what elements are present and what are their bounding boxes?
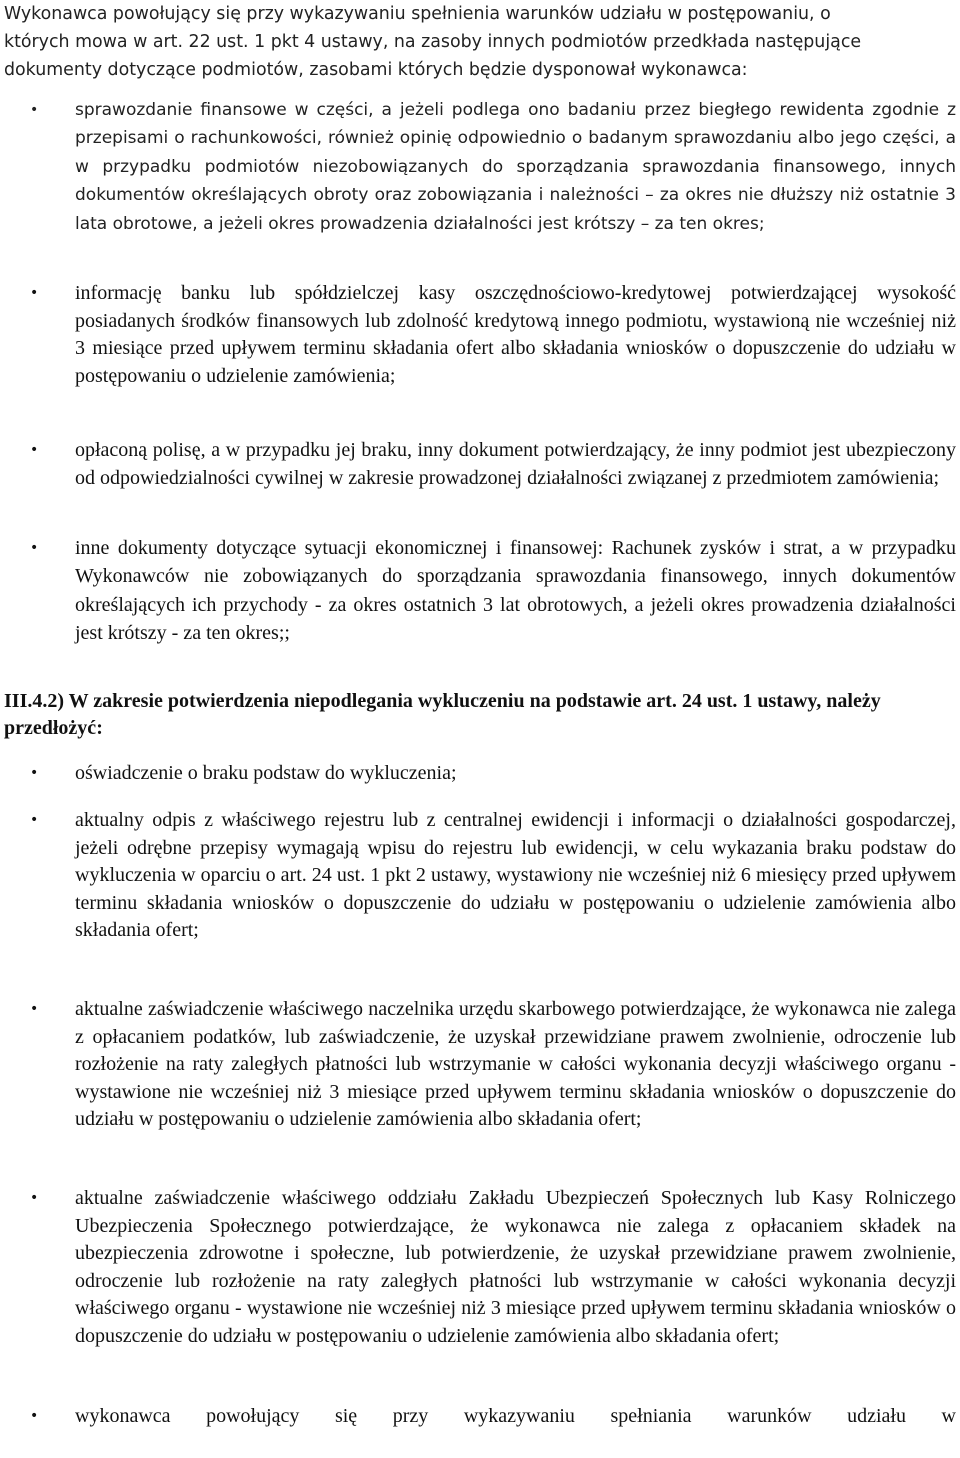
intro-paragraph [4, 0, 960, 84]
list-item-text: oświadczenie o braku podstaw do wykluczenia; [75, 762, 457, 784]
intro-line: Wykonawca powołujący się przy wykazywaniu spełnienia warunków udziału w postępowaniu, o [4, 4, 831, 24]
bullet-icon: • [30, 1001, 39, 1017]
list-item [4, 996, 960, 1161]
list-item [4, 436, 960, 520]
list-item-text: sprawozdanie finansowe w części, a jeżeli podlega ono badaniu przez biegłego rewidenta zgodnie z przepisami o rachunkowości, również opinię odpowiednio o badanym sprawozdaniu albo jego części, a w przypadku podmiotów niezobowiązanych do sporządzania sprawozdania finansowego, innych dokumentów określających obroty oraz zobowiązania i należności – za okres nie dłuższy niż ostatnie 3 lata obrotowe, a jeżeli okres prowadzenia działalności jest krótszy – za ten okres; [75, 100, 956, 234]
list-item [4, 1403, 960, 1431]
list-item-text: inne dokumenty dotyczące sytuacji ekonomicznej i finansowej: Rachunek zysków i strat, a w przypadku Wykonawców nie zobowiązanych do sporządzania sprawozdania finansowego, innych dokumentów określających ich przychody - za okres ostatnich 3 lat obrotowych, a jeżeli okres prowadzenia działalności jest krótszy - za ten okres;; [75, 537, 956, 645]
intro-line: których mowa w art. 22 ust. 1 pkt 4 ustawy, na zasoby innych podmiotów przedkłada następujące [4, 32, 862, 52]
exclusion-documents-list [4, 760, 960, 1431]
bullet-icon: • [30, 1408, 39, 1424]
list-item-text: wykonawca powołujący się przy wykazywaniu spełniania warunków udziału w [75, 1405, 956, 1427]
bullet-icon: • [30, 765, 39, 781]
list-item [4, 1185, 960, 1379]
intro-line: dokumenty dotyczące podmiotów, zasobami których będzie dysponował wykonawca: [4, 60, 748, 80]
list-item [4, 760, 960, 788]
section-heading: III.4.2) W zakresie potwierdzenia niepodlegania wykluczeniu na podstawie art. 24 ust. 1 ustawy, należy przedłożyć: [4, 690, 881, 739]
bullet-icon: • [30, 442, 39, 458]
list-item [4, 807, 960, 972]
bullet-icon: • [30, 285, 39, 301]
list-item-text: aktualne zaświadczenie właściwego oddziału Zakładu Ubezpieczeń Społecznych lub Kasy Rolniczego Ubezpieczenia Społecznego potwierdzające, że wykonawca nie zalega z opłacaniem składek na ubezpieczenia zdrowotne i społeczne, lub potwierdzenie, że uzyskał przewidziane prawem zwolnienie, odroczenie lub rozłożenie na raty zaległych płatności lub wstrzymanie w całości wykonania decyzji właściwego organu - wystawione nie wcześniej niż 3 miesiące przed upływem terminu składania wniosków o dopuszczenie do udziału w postępowaniu o udzielenie zamówienia albo składania ofert; [75, 1187, 956, 1347]
list-item [4, 280, 960, 422]
financial-documents-list [4, 96, 960, 676]
list-item-text: opłaconą polisę, a w przypadku jej braku, inny dokument potwierdzający, że inny podmiot jest ubezpieczony od odpowiedzialności cywilnej w zakresie prowadzonej działalności związanej z przedmiotem zamówienia; [75, 439, 956, 489]
bullet-icon: • [30, 540, 39, 556]
bullet-icon: • [30, 102, 39, 118]
list-item [4, 534, 960, 676]
list-item-text: aktualny odpis z właściwego rejestru lub z centralnej ewidencji i informacji o działalności gospodarczej, jeżeli odrębne przepisy wymagają wpisu do rejestru lub ewidencji, w celu wykazania braku podstaw do wykluczenia w oparciu o art. 24 ust. 1 pkt 2 ustawy, wystawiony nie wcześniej niż 6 miesięcy przed upływem terminu składania wniosków o dopuszczenie do udziału w postępowaniu o udzielenie zamówienia albo składania ofert; [75, 809, 956, 941]
bullet-icon: • [30, 1190, 39, 1206]
bullet-icon: • [30, 812, 39, 828]
list-item-text: aktualne zaświadczenie właściwego naczelnika urzędu skarbowego potwierdzające, że wykonawca nie zalega z opłacaniem podatków, lub zaświadczenie, że uzyskał przewidziane prawem zwolnienie, odroczenie lub rozłożenie na raty zaległych płatności lub wstrzymanie w całości wykonania decyzji właściwego organu - wystawione nie wcześniej niż 3 miesiące przed upływem terminu składania wniosków o dopuszczenie do udziału w postępowaniu o udzielenie zamówienia albo składania ofert; [75, 998, 956, 1130]
list-item-text: informację banku lub spółdzielczej kasy oszczędnościowo-kredytowej potwierdzającej wysokość posiadanych środków finansowych lub zdolność kredytową innego podmiotu, wystawioną nie wcześniej niż 3 miesiące przed upływem terminu składania ofert albo składania wniosków o dopuszczenie do udziału w postępowaniu o udzielenie zamówienia; [75, 282, 956, 387]
list-item [4, 96, 960, 267]
